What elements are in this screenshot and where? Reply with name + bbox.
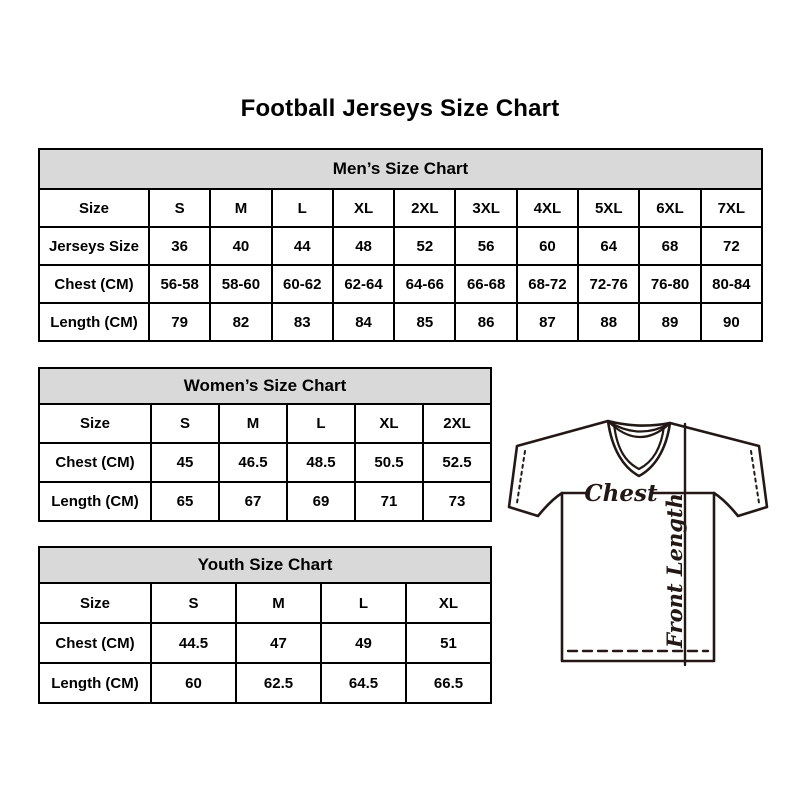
row-label-cell: Length (CM) [39,303,149,341]
table-cell: 47 [236,623,321,663]
table-cell: 46.5 [219,443,287,482]
table-cell: 64.5 [321,663,406,703]
table-cell: 60 [151,663,236,703]
table-cell: L [272,189,333,227]
table-cell: 3XL [455,189,516,227]
chest-label: Chest [584,480,658,507]
table-cell: 2XL [394,189,455,227]
table-cell: 60-62 [272,265,333,303]
table-cell: 80-84 [701,265,762,303]
row-label-cell: Length (CM) [39,482,151,521]
table-row [39,189,762,227]
table-cell: 64-66 [394,265,455,303]
table-cell: 45 [151,443,219,482]
table-cell: S [151,583,236,623]
jersey-measurement-diagram [505,403,775,670]
table-cell: 58-60 [210,265,271,303]
table-cell: M [236,583,321,623]
table-row [39,663,491,703]
row-label-cell: Chest (CM) [39,443,151,482]
table-cell: 68 [639,227,700,265]
table-cell: 50.5 [355,443,423,482]
row-label-cell: Size [39,404,151,443]
table-cell: 7XL [701,189,762,227]
table-cell: L [287,404,355,443]
table-cell: 67 [219,482,287,521]
mens-size-table [38,148,763,342]
table-cell: 84 [333,303,394,341]
table-cell: XL [406,583,491,623]
table-cell: 60 [517,227,578,265]
table-cell: 52 [394,227,455,265]
table-row [39,227,762,265]
table-cell: 44.5 [151,623,236,663]
table-cell: 76-80 [639,265,700,303]
front-length-label: Front Length [662,493,687,648]
table-cell: 48.5 [287,443,355,482]
row-label-cell: Chest (CM) [39,623,151,663]
youth-table-title: Youth Size Chart [39,547,491,583]
table-cell: 5XL [578,189,639,227]
womens-table-title: Women’s Size Chart [39,368,491,404]
table-cell: 56 [455,227,516,265]
table-cell: 49 [321,623,406,663]
table-cell: 66-68 [455,265,516,303]
table-cell: 2XL [423,404,491,443]
table-cell: 86 [455,303,516,341]
table-cell: 65 [151,482,219,521]
table-cell: M [210,189,271,227]
table-cell: 88 [578,303,639,341]
youth-size-table [38,546,492,704]
table-row [39,404,491,443]
table-cell: 71 [355,482,423,521]
table-cell: 48 [333,227,394,265]
table-cell: 72-76 [578,265,639,303]
jersey-outline [509,421,767,661]
mens-table-header-row [39,149,762,189]
table-cell: 36 [149,227,210,265]
table-cell: 66.5 [406,663,491,703]
youth-table-header-row [39,547,491,583]
table-cell: XL [333,189,394,227]
table-row [39,443,491,482]
table-cell: 69 [287,482,355,521]
table-row [39,623,491,663]
table-cell: M [219,404,287,443]
row-label-cell: Chest (CM) [39,265,149,303]
table-cell: 83 [272,303,333,341]
table-cell: 51 [406,623,491,663]
table-cell: 52.5 [423,443,491,482]
mens-table-title: Men’s Size Chart [39,149,762,189]
table-cell: 44 [272,227,333,265]
womens-table-header-row [39,368,491,404]
row-label-cell: Jerseys Size [39,227,149,265]
table-cell: 6XL [639,189,700,227]
row-label-cell: Size [39,189,149,227]
table-row [39,482,491,521]
table-cell: 73 [423,482,491,521]
table-cell: 68-72 [517,265,578,303]
table-cell: 90 [701,303,762,341]
table-cell: S [149,189,210,227]
table-cell: XL [355,404,423,443]
table-cell: 40 [210,227,271,265]
table-row [39,265,762,303]
table-row [39,583,491,623]
table-cell: L [321,583,406,623]
table-cell: 79 [149,303,210,341]
table-cell: 56-58 [149,265,210,303]
table-cell: 62.5 [236,663,321,703]
womens-size-table [38,367,492,522]
table-cell: 4XL [517,189,578,227]
table-cell: 85 [394,303,455,341]
table-cell: 87 [517,303,578,341]
table-cell: 62-64 [333,265,394,303]
page-title: Football Jerseys Size Chart [240,95,560,122]
row-label-cell: Size [39,583,151,623]
table-cell: 82 [210,303,271,341]
table-row [39,303,762,341]
table-cell: 72 [701,227,762,265]
table-cell: 64 [578,227,639,265]
row-label-cell: Length (CM) [39,663,151,703]
table-cell: 89 [639,303,700,341]
table-cell: S [151,404,219,443]
